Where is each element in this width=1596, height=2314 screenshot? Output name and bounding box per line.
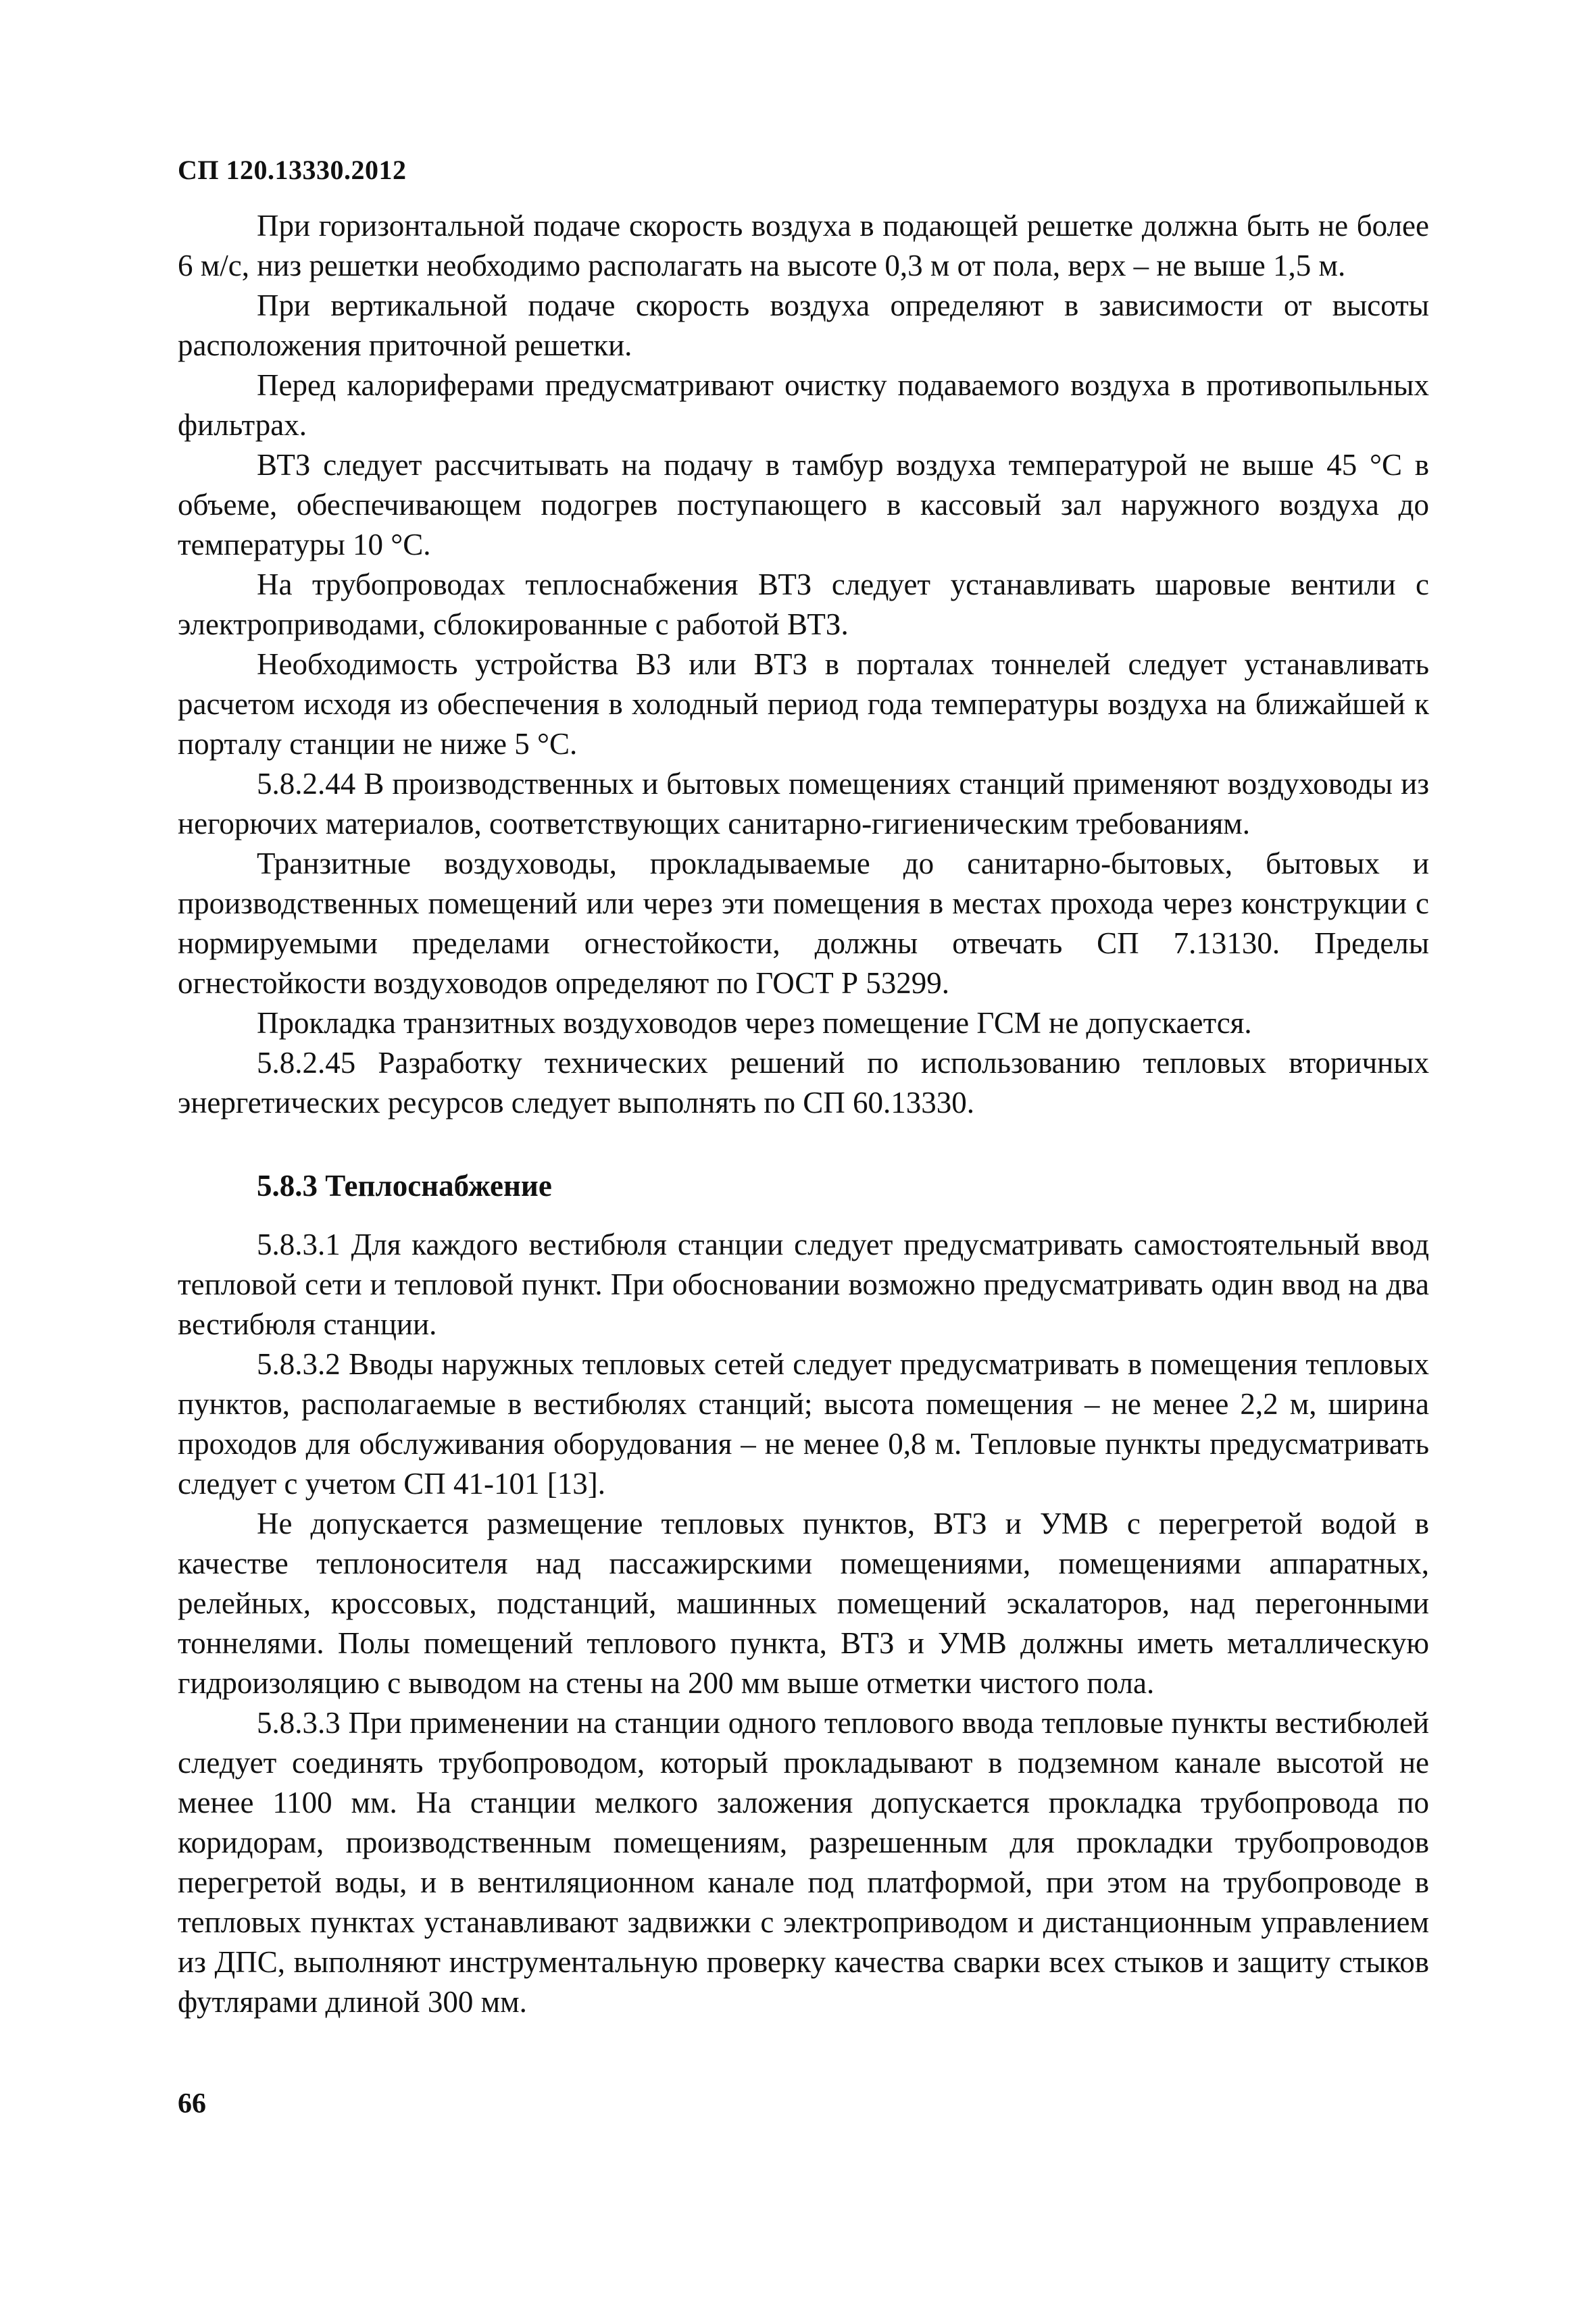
page-number: 66	[178, 2088, 206, 2119]
document-header: СП 120.13330.2012	[178, 155, 407, 185]
section-heading: 5.8.3 Теплоснабжение	[257, 1169, 552, 1203]
paragraph-5-8-2-44: 5.8.2.44 В производственных и бытовых помещениях станций применяют воздуховоды из негорючих материалов, соответствующих санитарно-гигиеническим требованиям.	[178, 767, 1429, 840]
paragraph-5-8-3-2: 5.8.3.2 Вводы наружных тепловых сетей следует предусматривать в помещения тепловых пунктов, располагаемые в вестибюлях станций; высота помещения – не менее 2,2 м, ширина проходов для обслуживания оборудования – не менее 0,8 м. Тепловые пункты предусматривать следует с учетом СП 41-101 [13].	[178, 1347, 1429, 1501]
paragraph-horizontal-supply: При горизонтальной подаче скорость воздуха в подающей решетке должна быть не более 6 м/с, низ решетки необходимо располагать на высоте 0,3 м от пола, верх – не выше 1,5 м.	[178, 209, 1429, 282]
paragraph-gsm-room: Прокладка транзитных воздуховодов через помещение ГСМ не допускается.	[257, 1006, 1252, 1040]
paragraph-heater-filters: Перед калориферами предусматривают очистку подаваемого воздуха в противопыльных фильтрах.	[178, 368, 1429, 442]
page-body	[178, 206, 1429, 2022]
paragraph-5-8-3-1: 5.8.3.1 Для каждого вестибюля станции следует предусматривать самостоятельный ввод тепловой сети и тепловой пункт. При обосновании возможно предусматривать один ввод на два вестибюля станции.	[178, 1228, 1429, 1341]
paragraph-5-8-2-45: 5.8.2.45 Разработку технических решений по использованию тепловых вторичных энергетических ресурсов следует выполнять по СП 60.13330.	[178, 1046, 1429, 1120]
paragraph-tunnel-portals: Необходимость устройства ВЗ или ВТЗ в порталах тоннелей следует устанавливать расчетом исходя из обеспечения в холодный период года температуры воздуха на ближайшей к порталу станции не ниже 5 °С.	[178, 647, 1429, 761]
paragraph-placement-restrictions: Не допускается размещение тепловых пунктов, ВТЗ и УМВ с перегретой водой в качестве теплоносителя над пассажирскими помещениями, помещениями аппаратных, релейных, кроссовых, подстанций, машинных помещений эскалаторов, над перегонными тоннелями. Полы помещений теплового пункта, ВТЗ и УМВ должны иметь металлическую гидроизоляцию с выводом на стены на 200 мм выше отметки чистого пола.	[178, 1507, 1429, 1700]
paragraph-vertical-supply: При вертикальной подаче скорость воздуха определяют в зависимости от высоты расположения приточной решетки.	[178, 288, 1429, 362]
paragraph-vtz-calculation: ВТЗ следует рассчитывать на подачу в тамбур воздуха температурой не выше 45 °С в объеме, обеспечивающем подогрев поступающего в кассовый зал наружного воздуха до температуры 10 °С.	[178, 448, 1429, 561]
paragraph-vtz-valves: На трубопроводах теплоснабжения ВТЗ следует устанавливать шаровые вентили с электроприводами, сблокированные с работой ВТЗ.	[178, 568, 1429, 641]
paragraph-transit-ducts: Транзитные воздуховоды, прокладываемые до санитарно-бытовых, бытовых и производственных помещений или через эти помещения в местах прохода через конструкции с нормируемыми пределами огнестойкости, должны отвечать СП 7.13130. Пределы огнестойкости воздуховодов определяют по ГОСТ Р 53299.	[178, 847, 1429, 1000]
paragraph-5-8-3-3: 5.8.3.3 При применении на станции одного теплового ввода тепловые пункты вестибюлей следует соединять трубопроводом, который прокладывают в подземном канале высотой не менее 1100 мм. На станции мелкого заложения допускается прокладка трубопровода по коридорам, производственным помещениям, разрешенным для прокладки трубопроводов перегретой воды, и в вентиляционном канале под платформой, при этом на трубопроводе в тепловых пунктах устанавливают задвижки с электроприводом и дистанционным управлением из ДПС, выполняют инструментальную проверку качества сварки всех стыков и защиту стыков футлярами длиной 300 мм.	[178, 1706, 1429, 2019]
